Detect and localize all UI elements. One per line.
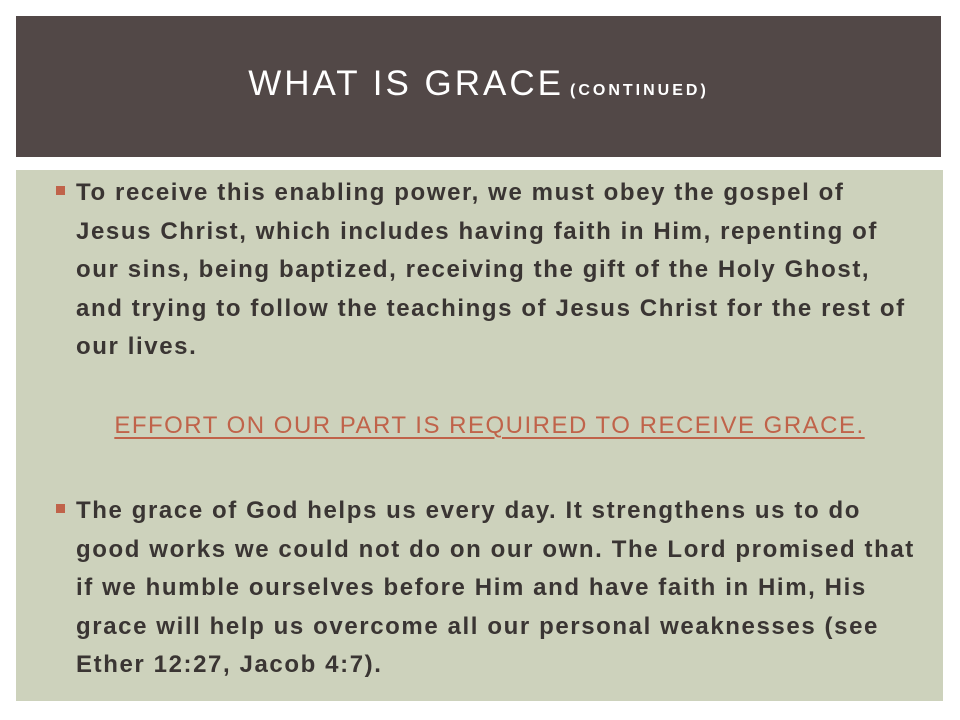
emphasis-link[interactable]: EFFORT ON OUR PART IS REQUIRED TO RECEIVE GRACE.	[114, 412, 865, 439]
square-bullet-icon	[56, 186, 65, 195]
bullet-text-2: The grace of God helps us every day. It strengthens us to do good works we could not do on our own. The Lord promised that if we humble ourselves before Him and have faith in Him, His grace will help us overcome all our personal weaknesses (see Ether 12:27, Jacob 4:7).	[76, 497, 915, 678]
title-main: WHAT IS GRACE	[248, 63, 565, 103]
title-suffix: (CONTINUED)	[570, 81, 709, 99]
content-panel	[16, 170, 943, 701]
bullet-item-1	[56, 174, 916, 367]
slide-title	[248, 64, 709, 104]
bullet-text-1: To receive this enabling power, we must obey the gospel of Jesus Christ, which includes having faith in Him, repenting of our sins, being baptized, receiving the gift of the Holy Ghost, and trying to follow the teachings of Jesus Christ for the rest of our lives.	[76, 179, 906, 360]
square-bullet-icon	[56, 504, 65, 513]
bullet-item-2	[56, 492, 916, 685]
title-bar	[16, 16, 941, 157]
